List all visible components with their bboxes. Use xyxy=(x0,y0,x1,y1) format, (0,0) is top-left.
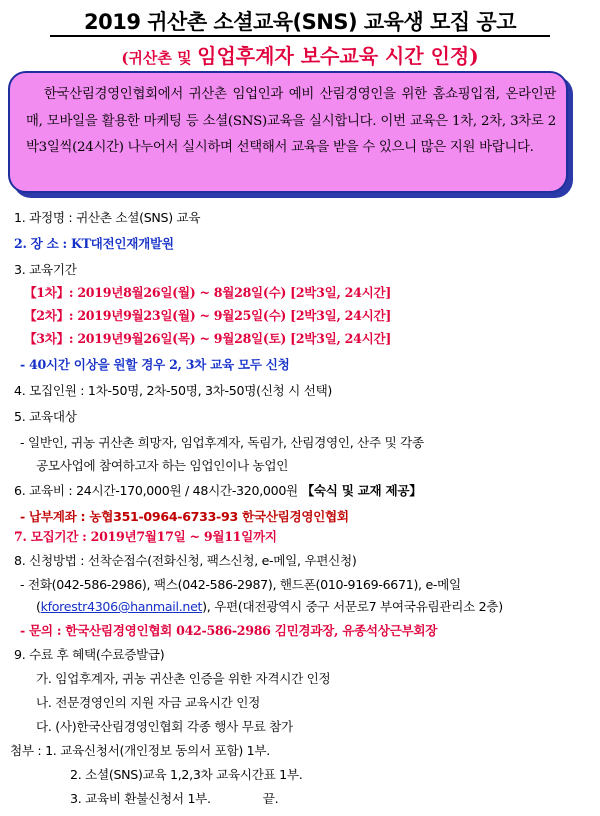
subtitle-big: 임업후계자 보수교육 시간 인정) xyxy=(197,44,479,68)
email-link[interactable]: kforestr4306@hanmail.net xyxy=(40,599,203,614)
item-attach-3 xyxy=(70,788,278,807)
item-session-2: 【2차】: 2019년9월23일(월) ~ 9월25일(수) [2박3일, 24시간] xyxy=(24,308,391,323)
item-fee xyxy=(14,480,422,499)
item-apply-line-1: - 전화(042-586-2986), 팩스(042-586-2987), 핸드폰(010-9169-6671), e-메일 xyxy=(20,577,461,592)
notice-box: 한국산림경영인협회에서 귀산촌 임업인과 예비 산림경영인을 위한 홈쇼핑입점, 온라인판매, 모바일을 활용한 마케팅 등 소셜(SNS)교육을 실시합니다. 이번 교육은 1차, 2차, 3차로 2박3일씩(24시간) 나누어서 실시하며 선택해서 교육을 받을 수 있으니 많은 지원 바랍니다. xyxy=(8,71,568,193)
item-target-line-1: - 일반인, 귀농 귀산촌 희망자, 임업후계자, 독림가, 산림경영인, 산주 및 각종 xyxy=(20,435,424,450)
item-session-3: 【3차】: 2019년9월26일(목) ~ 9월28일(토) [2박3일, 24시간] xyxy=(24,331,391,346)
fee-text: 6. 교육비 : 24시간-170,000원 / 48시간-320,000원 xyxy=(14,483,302,498)
title-underline xyxy=(50,35,550,37)
email-open-paren: ( xyxy=(36,599,41,614)
subtitle-small: (귀산촌 및 xyxy=(121,49,192,67)
item-recruit-period: 7. 모집기간 : 2019년7월17일 ~ 9월11일까지 xyxy=(14,529,277,544)
item-benefit-b: 나. 전문경영인의 지원 자금 교육시간 인정 xyxy=(36,695,260,710)
fee-note: 【숙식 및 교재 제공】 xyxy=(301,483,422,498)
item-apply-line-2 xyxy=(36,596,503,615)
item-period-heading: 3. 교육기간 xyxy=(14,262,77,277)
item-session-1: 【1차】: 2019년8월26일(월) ~ 8월28일(수) [2박3일, 24시간] xyxy=(24,285,391,300)
page-title: 2019 귀산촌 소셜교육(SNS) 교육생 모집 공고 xyxy=(83,10,517,34)
item-period-note: - 40시간 이상을 원할 경우 2, 3차 교육 모두 신청 xyxy=(20,357,290,372)
apply-line-2-rest: ), 우편(대전광역시 중구 서문로7 부여국유림관리소 2층) xyxy=(202,599,503,614)
item-course: 1. 과정명 : 귀산촌 소셜(SNS) 교육 xyxy=(14,210,201,225)
item-benefit-a: 가. 임업후계자, 귀농 귀산촌 인증을 위한 자격시간 인정 xyxy=(36,671,331,686)
item-benefit-heading: 9. 수료 후 혜택(수료증발급) xyxy=(14,647,165,662)
item-inquiry: - 문의 : 한국산림경영인협회 042-586-2986 김민경과장, 유종석상근부회장 xyxy=(20,623,438,638)
item-account: - 납부계좌 : 농협351-0964-6733-93 한국산림경영인협회 xyxy=(20,509,349,524)
page-subtitle xyxy=(0,40,600,69)
item-apply-heading: 8. 신청방법 : 선착순접수(전화신청, 팩스신청, e-메일, 우편신청) xyxy=(14,553,357,568)
end-mark: 끝. xyxy=(262,791,279,806)
attach-3-text: 3. 교육비 환불신청서 1부. xyxy=(70,791,211,806)
item-target-line-2: 공모사업에 참여하고자 하는 임업인이나 농업인 xyxy=(36,458,289,473)
item-attach-1: 첨부 : 1. 교육신청서(개인정보 동의서 포함) 1부. xyxy=(10,743,270,758)
item-place: 2. 장 소 : KT대전인재개발원 xyxy=(14,236,174,251)
item-benefit-c: 다. (사)한국산림경영인협회 각종 행사 무료 참가 xyxy=(36,719,293,734)
item-capacity: 4. 모집인원 : 1차-50명, 2차-50명, 3차-50명(신청 시 선택) xyxy=(14,383,333,398)
item-attach-2: 2. 소셜(SNS)교육 1,2,3차 교육시간표 1부. xyxy=(70,767,303,782)
item-target-heading: 5. 교육대상 xyxy=(14,409,77,424)
